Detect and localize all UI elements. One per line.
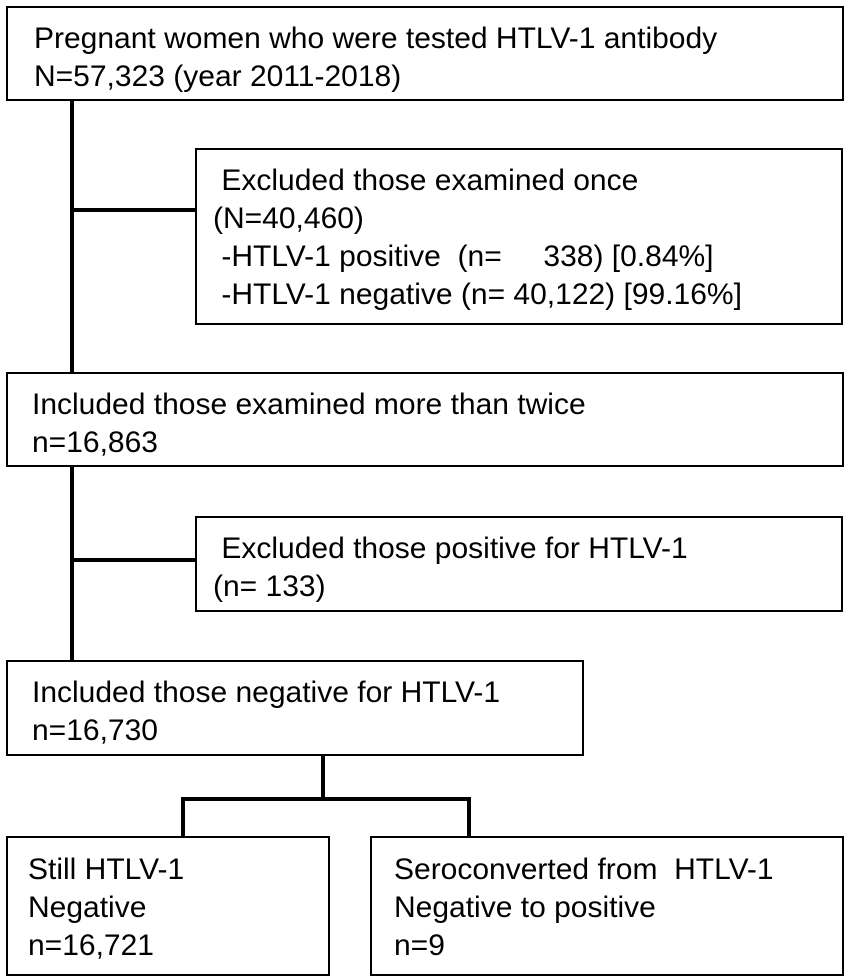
seroconverted-line1: Seroconverted from HTLV-1 <box>394 853 774 886</box>
total-tested-count: N=57,323 (year 2011-2018) <box>34 60 402 93</box>
excluded-examined-once-box <box>195 148 843 325</box>
included-negative-box <box>6 660 584 756</box>
excluded-positive-title: Excluded those positive for HTLV-1 <box>213 532 688 565</box>
excluded-once-title: Excluded those examined once <box>213 164 639 197</box>
still-negative-count: n=16,721 <box>28 929 154 962</box>
total-tested-box <box>6 6 844 101</box>
included-examined-twice-box <box>6 372 844 467</box>
excluded-once-count: (N=40,460) <box>213 202 364 235</box>
excluded-once-negative: -HTLV-1 negative (n= 40,122) [99.16%] <box>213 278 742 311</box>
included-negative-count: n=16,730 <box>32 714 158 747</box>
still-negative-line1: Still HTLV-1 <box>28 853 185 886</box>
included-twice-count: n=16,863 <box>32 426 158 459</box>
seroconverted-box <box>370 836 844 976</box>
still-negative-line2: Negative <box>28 891 147 924</box>
excluded-once-positive: -HTLV-1 positive (n= 338) [0.84%] <box>213 240 714 273</box>
seroconverted-line2: Negative to positive <box>394 891 656 924</box>
included-negative-title: Included those negative for HTLV-1 <box>32 676 501 709</box>
excluded-positive-box <box>195 516 843 612</box>
seroconverted-count: n=9 <box>394 929 445 962</box>
included-twice-title: Included those examined more than twice <box>32 388 586 421</box>
still-negative-box <box>6 836 330 976</box>
excluded-positive-count: (n= 133) <box>213 570 326 603</box>
total-tested-description: Pregnant women who were tested HTLV-1 antibody <box>34 22 718 55</box>
